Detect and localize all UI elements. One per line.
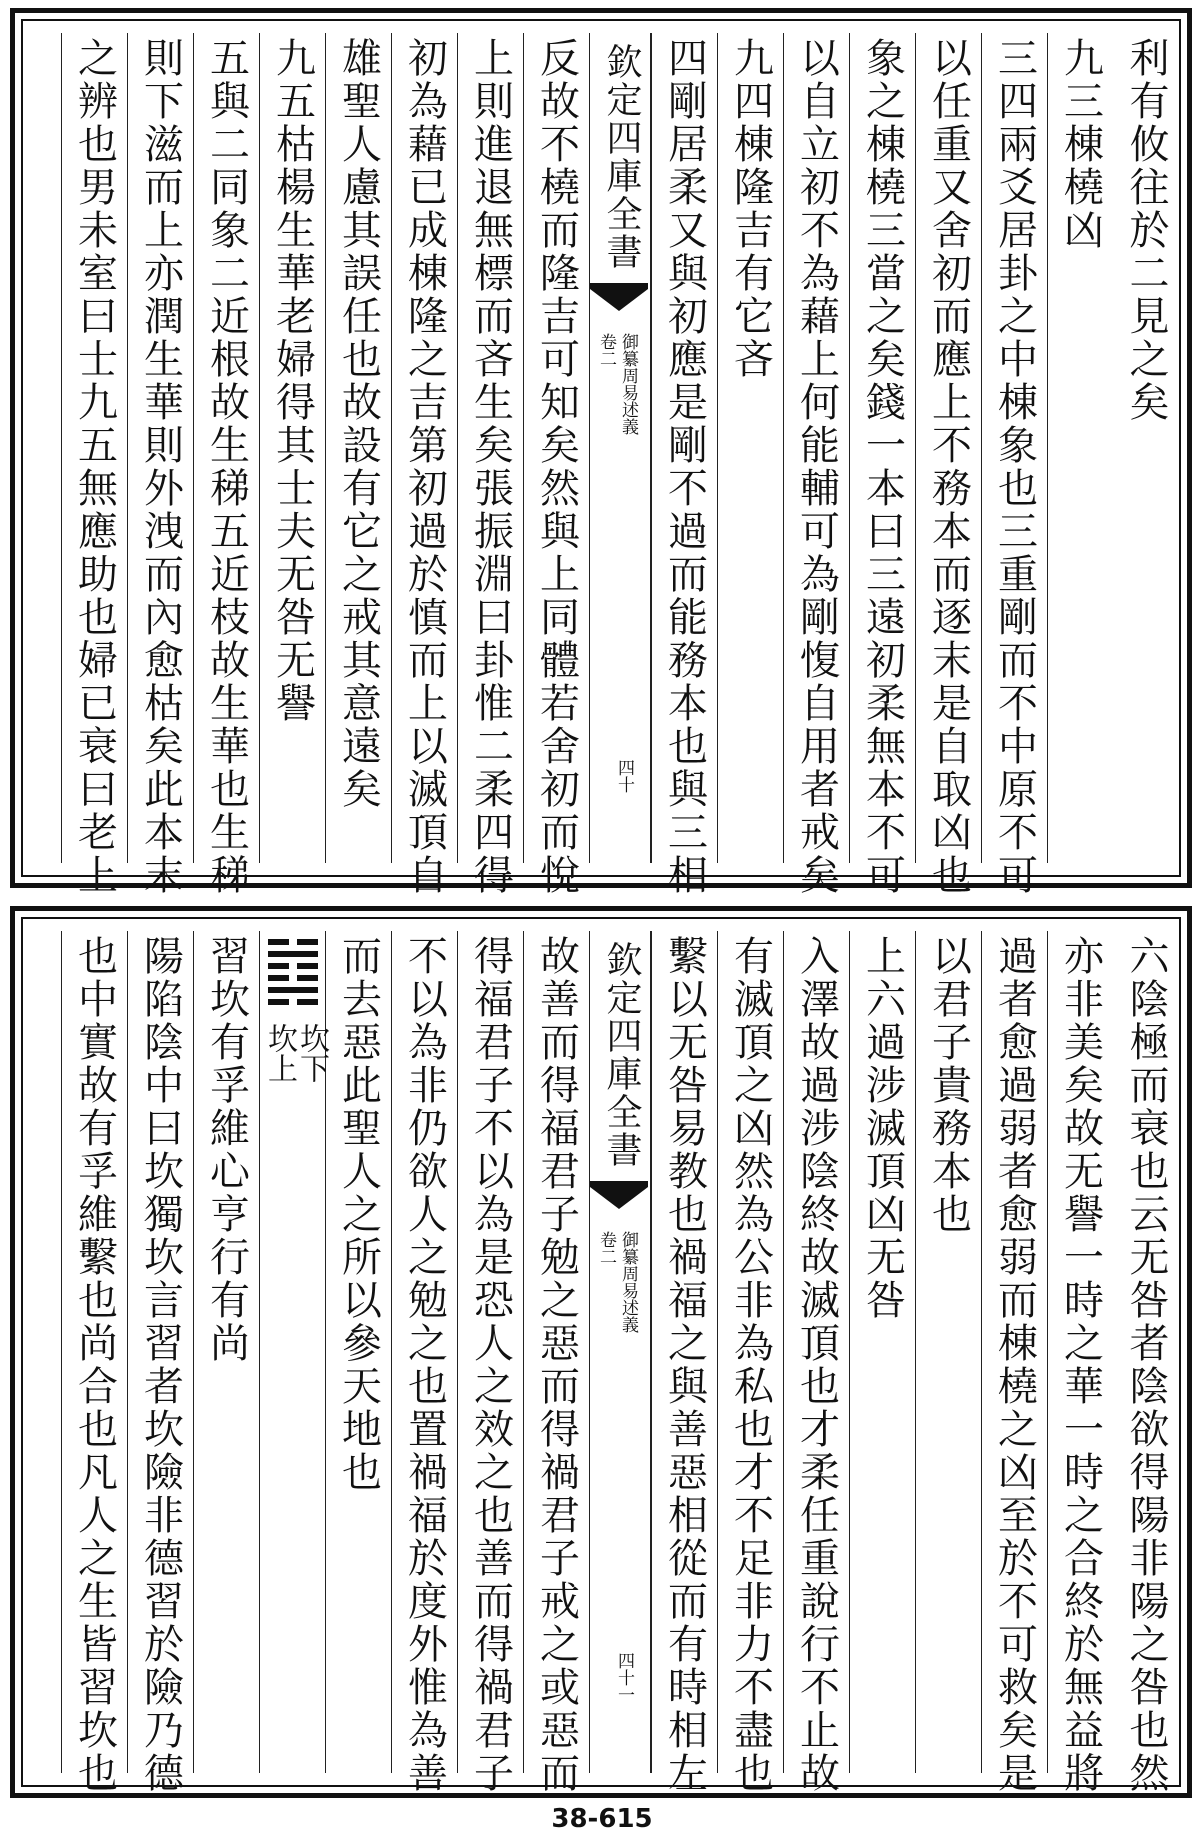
column-text: 六陰極而衰也云无咎者陰欲得陽非陽之咎也然	[1123, 935, 1169, 1795]
column-text: 九五枯楊生華老婦得其士夫无咎无譽	[269, 37, 316, 725]
column-text: 得福君子不以為是恐人之效之也善而得禍君子	[467, 935, 514, 1795]
column-text: 雄聖人慮其誤任也故設有它之戒其意遠矣	[335, 37, 382, 811]
panel-inner-frame	[21, 19, 1181, 897]
text-column	[1113, 931, 1179, 1795]
column-text: 入澤故過涉陰終故滅頂也才柔任重說行不止故	[793, 935, 840, 1795]
column-text: 九三棟橈凶	[1057, 37, 1104, 252]
folio-number: 四十	[614, 759, 634, 793]
lower-trigram-label: 坎下	[294, 1023, 329, 1083]
text-column	[259, 33, 325, 863]
column-text: 象之棟橈三當之矣錢一本曰三遠初柔無本不可	[859, 37, 906, 897]
column-text: 初為藉已成棟隆之吉第初過於慎而上以滅頂自	[401, 37, 448, 897]
column-text: 也中實故有孚維繫也尚合也凡人之生皆習坎也	[71, 935, 118, 1795]
column-text: 五與二同象二近根故生稊五近枝故生華也生稊	[203, 37, 250, 897]
hexagram-column	[259, 931, 329, 1773]
text-column	[457, 931, 523, 1795]
text-column	[61, 33, 127, 897]
column-text: 反故不橈而隆吉可知矣然與上同體若舍初而悅	[533, 37, 580, 897]
text-column	[783, 33, 849, 897]
fish-tail-mark-icon	[590, 283, 648, 313]
column-text: 過者愈過弱者愈弱而棟橈之凶至於不可救矣是	[991, 935, 1038, 1795]
text-column	[915, 931, 981, 1773]
column-text: 習坎有孚維心亨行有尚	[203, 935, 250, 1365]
center-gutter	[589, 931, 651, 1773]
text-column	[391, 931, 457, 1795]
text-column	[651, 931, 717, 1795]
text-column	[127, 33, 193, 897]
column-text: 利有攸往於二見之矣	[1123, 37, 1169, 424]
text-column	[457, 33, 523, 897]
volume-label: 卷二	[596, 333, 616, 367]
center-gutter	[589, 33, 651, 863]
column-text: 而去惡此聖人之所以參天地也	[335, 935, 382, 1494]
text-column	[325, 33, 391, 863]
text-column	[127, 931, 193, 1795]
kan-hexagram-icon	[268, 939, 318, 1011]
column-text: 四剛居柔又與初應是剛不過而能務本也與三相	[661, 37, 708, 897]
text-column	[651, 33, 717, 897]
page-number-footer: 38-615	[551, 1804, 653, 1834]
book-title: 御纂周易述義	[618, 333, 638, 435]
panel-inner-frame	[21, 917, 1181, 1795]
column-text: 九四棟隆吉有它吝	[727, 37, 774, 381]
text-column	[981, 931, 1047, 1795]
text-column	[849, 33, 915, 897]
text-column	[915, 33, 981, 897]
text-column	[193, 931, 259, 1773]
column-text: 繫以无咎易教也禍福之與善惡相從而有時相左	[661, 935, 708, 1795]
column-text: 三四兩爻居卦之中棟象也三重剛而不中原不可	[991, 37, 1038, 897]
text-column	[717, 931, 783, 1795]
collection-title: 欽定四庫全書	[601, 941, 642, 1169]
text-column	[523, 33, 589, 897]
page-panel-bottom	[10, 906, 1192, 1798]
volume-label: 卷二	[596, 1231, 616, 1265]
folio-number: 四十一	[614, 1652, 634, 1703]
column-text: 亦非美矣故无譽一時之華一時之合終於無益將	[1057, 935, 1104, 1795]
column-text: 上六過涉滅頂凶无咎	[859, 935, 906, 1322]
text-column	[717, 33, 783, 863]
text-column	[783, 931, 849, 1795]
text-column	[391, 33, 457, 897]
text-column	[61, 931, 127, 1795]
text-column	[523, 931, 589, 1795]
column-text: 上則進退無標而吝生矣張振淵曰卦惟二柔四得	[467, 37, 514, 897]
column-text: 以任重又舍初而應上不務本而逐末是自取凶也	[925, 37, 972, 897]
text-column	[849, 931, 915, 1773]
text-column	[193, 33, 259, 897]
text-column	[981, 33, 1047, 897]
fish-tail-mark-icon	[590, 1181, 648, 1211]
text-column	[325, 931, 391, 1773]
column-text: 則下滋而上亦潤生華則外洩而內愈枯矣此本末	[137, 37, 184, 897]
text-column	[1047, 931, 1113, 1795]
book-title: 御纂周易述義	[618, 1231, 638, 1333]
page-panel-top	[10, 8, 1192, 897]
column-text: 以君子貴務本也	[925, 935, 972, 1236]
column-text: 有滅頂之凶然為公非為私也才不足非力不盡也	[727, 935, 774, 1795]
collection-title: 欽定四庫全書	[601, 43, 642, 271]
column-text: 之辨也男未室曰士九五無應助也婦已衰曰老上	[71, 37, 118, 897]
column-text: 以自立初不為藉上何能輔可為剛愎自用者戒矣	[793, 37, 840, 897]
column-text: 不以為非仍欲人之勉之也置禍福於度外惟為善	[401, 935, 448, 1795]
text-column	[1113, 33, 1179, 863]
text-column	[1047, 33, 1113, 863]
upper-trigram-label: 坎上	[262, 1023, 297, 1083]
column-text: 陽陷陰中曰坎獨坎言習者坎險非德習於險乃德	[137, 935, 184, 1795]
column-text: 故善而得福君子勉之惡而得禍君子戒之或惡而	[533, 935, 580, 1795]
